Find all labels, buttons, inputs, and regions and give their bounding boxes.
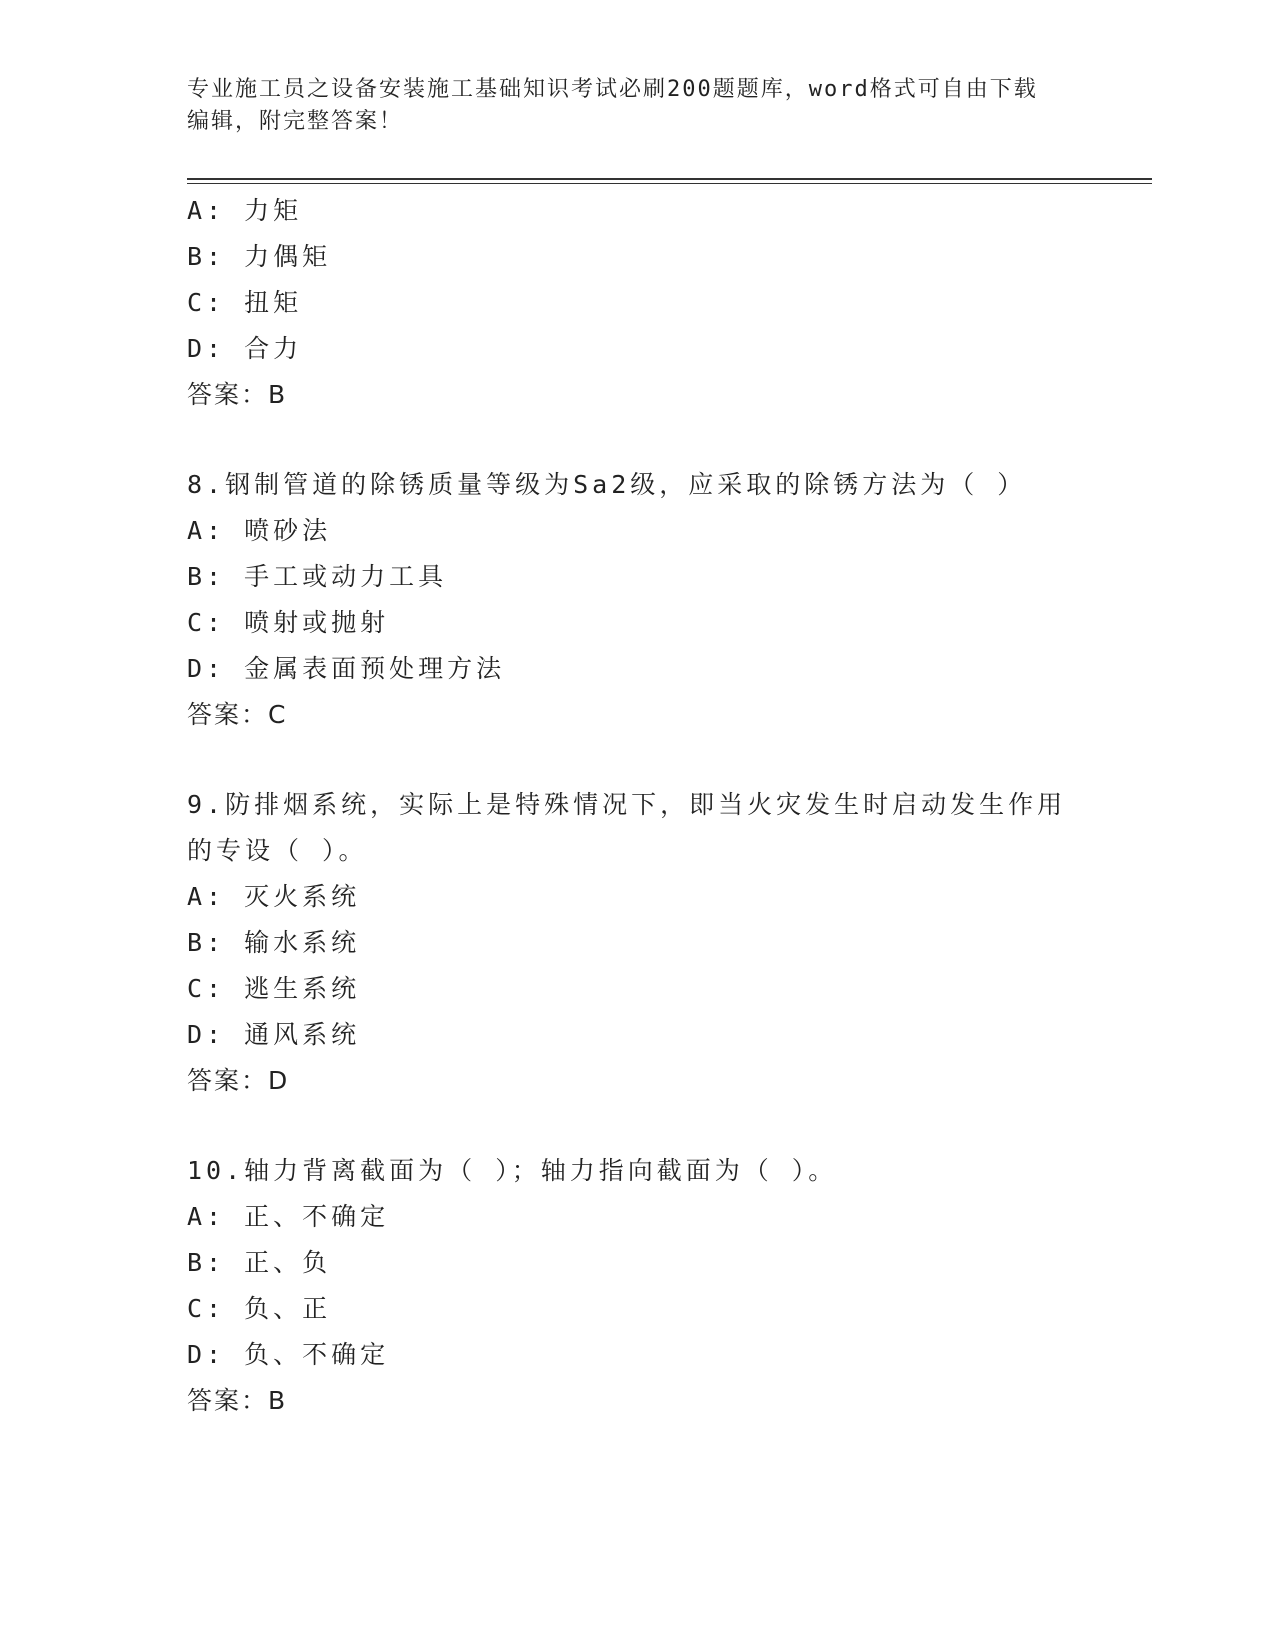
option-c: C: 负、正 xyxy=(187,1294,332,1323)
option-a: A: 喷砂法 xyxy=(187,516,332,545)
option-d: D: 合力 xyxy=(187,334,303,363)
option-b: B: 输水系统 xyxy=(187,928,361,957)
question-10 xyxy=(187,1148,1147,1424)
header-divider-thick xyxy=(187,178,1152,180)
option-d: D: 金属表面预处理方法 xyxy=(187,654,506,683)
header-divider-thin xyxy=(187,183,1152,184)
answer-line: 答案：B xyxy=(187,1386,288,1415)
option-a: A: 灭火系统 xyxy=(187,882,361,911)
header-line-1: 专业施工员之设备安装施工基础知识考试必刷200题题库，word格式可自由下载 xyxy=(187,77,1038,102)
option-d: D: 通风系统 xyxy=(187,1020,361,1049)
option-a: A: 正、不确定 xyxy=(187,1202,390,1231)
question-text-line-2: 的专设（ ）。 xyxy=(187,836,368,865)
answer-line: 答案：C xyxy=(187,700,288,729)
question-text-line-1: 9.防排烟系统，实际上是特殊情况下，即当火灾发生时启动发生作用 xyxy=(187,790,1067,819)
option-a: A: 力矩 xyxy=(187,196,303,225)
option-b: B: 手工或动力工具 xyxy=(187,562,448,591)
question-9 xyxy=(187,782,1147,1104)
option-c: C: 喷射或抛射 xyxy=(187,608,390,637)
answer-line: 答案：D xyxy=(187,1066,290,1095)
answer-line: 答案：B xyxy=(187,380,288,409)
document-header xyxy=(187,74,1087,138)
option-b: B: 力偶矩 xyxy=(187,242,332,271)
option-c: C: 扭矩 xyxy=(187,288,303,317)
question-text: 8.钢制管道的除锈质量等级为Sa2级，应采取的除锈方法为（ ） xyxy=(187,470,1027,499)
question-list xyxy=(187,188,1147,1424)
option-c: C: 逃生系统 xyxy=(187,974,361,1003)
question-8 xyxy=(187,462,1147,738)
question-7 xyxy=(187,188,1147,418)
option-d: D: 负、不确定 xyxy=(187,1340,390,1369)
option-b: B: 正、负 xyxy=(187,1248,332,1277)
header-line-2: 编辑，附完整答案！ xyxy=(187,109,404,134)
question-text: 10.轴力背离截面为（ ）；轴力指向截面为（ ）。 xyxy=(187,1156,838,1185)
